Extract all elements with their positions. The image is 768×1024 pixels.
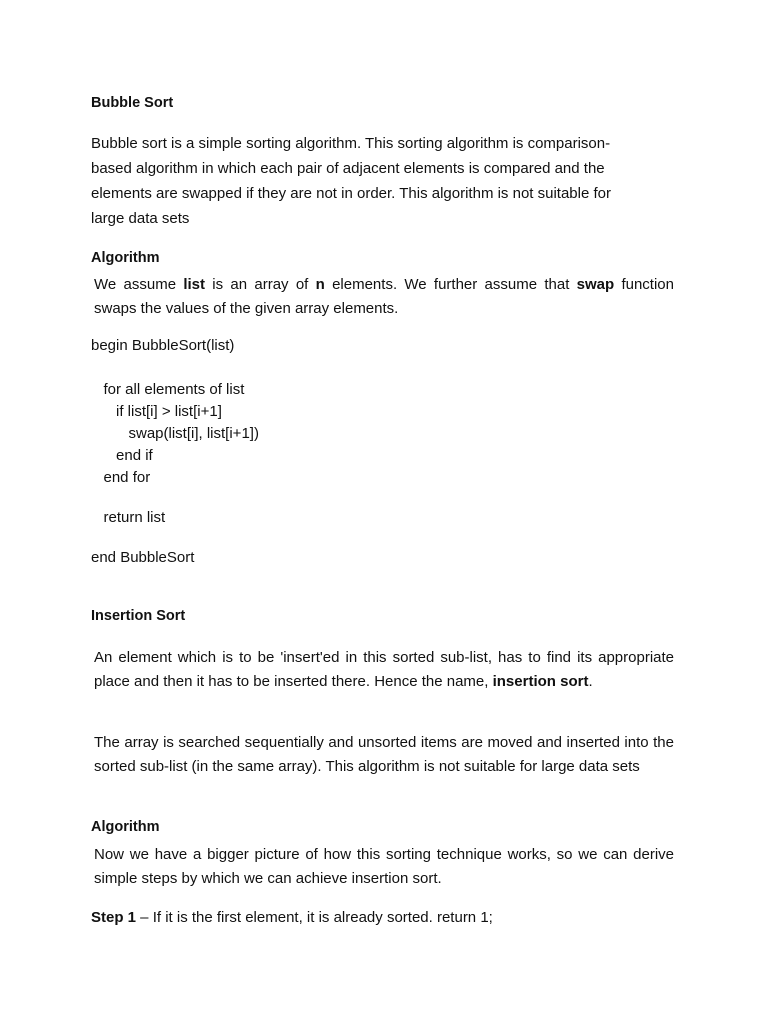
insertion-para-2: The array is searched sequentially and unsorted items are moved and inserted into the sorted sub-list (in the same array). This algorithm is not suitable for large data sets: [94, 734, 674, 775]
intro-line: elements are swapped if they are not in order. This algorithm is not suitable for: [91, 185, 611, 202]
code-line: swap(list[i], list[i+1]): [91, 425, 259, 442]
step-1: [91, 905, 493, 930]
code-end: end BubbleSort: [91, 549, 195, 566]
para-text: An element which is to be 'insert'ed in this sorted sub-list, has to find its appropriate place and then it has to be inserted there. Hence the name,: [94, 649, 674, 690]
intro-line: based algorithm in which each pair of adjacent elements is compared and the: [91, 160, 605, 177]
code-line: end for: [91, 469, 151, 486]
assume-text: function swaps the values of the given array elements.: [94, 276, 674, 317]
step-1-text: – If it is the first element, it is already sorted. return 1;: [136, 909, 493, 926]
insertion-para-3: Now we have a bigger picture of how this sorting technique works, so we can derive simple steps by which we can achieve insertion sort.: [94, 846, 674, 887]
bubble-sort-heading: Bubble Sort: [91, 95, 174, 111]
insertion-sort-bold: insertion sort: [492, 673, 589, 690]
code-line: if list[i] > list[i+1]: [91, 403, 222, 420]
insertion-sort-heading: Insertion Sort: [91, 608, 186, 624]
code-block: [91, 379, 259, 489]
para-text: .: [588, 673, 593, 690]
code-line: for all elements of list: [91, 381, 245, 398]
code-begin: begin BubbleSort(list): [91, 337, 235, 354]
bubble-assume-paragraph: [94, 273, 674, 321]
intro-line: large data sets: [91, 210, 190, 227]
insertion-algorithm-heading: Algorithm: [91, 819, 160, 835]
assume-text: elements. We further assume that: [324, 276, 577, 293]
assume-text: We assume: [94, 276, 184, 293]
bubble-sort-intro: [91, 131, 611, 231]
intro-line: Bubble sort is a simple sorting algorithm. This sorting algorithm is comparison-: [91, 135, 611, 152]
assume-text: is an array of: [205, 276, 316, 293]
code-line: end if: [91, 447, 153, 464]
bubble-algorithm-heading: Algorithm: [91, 250, 160, 266]
code-return: return list: [91, 509, 166, 526]
insertion-para-1: [94, 646, 674, 694]
assume-bold-n: n: [315, 276, 325, 293]
assume-bold-list: list: [183, 276, 206, 293]
step-1-label: Step 1: [91, 909, 137, 926]
assume-bold-swap: swap: [576, 276, 615, 293]
